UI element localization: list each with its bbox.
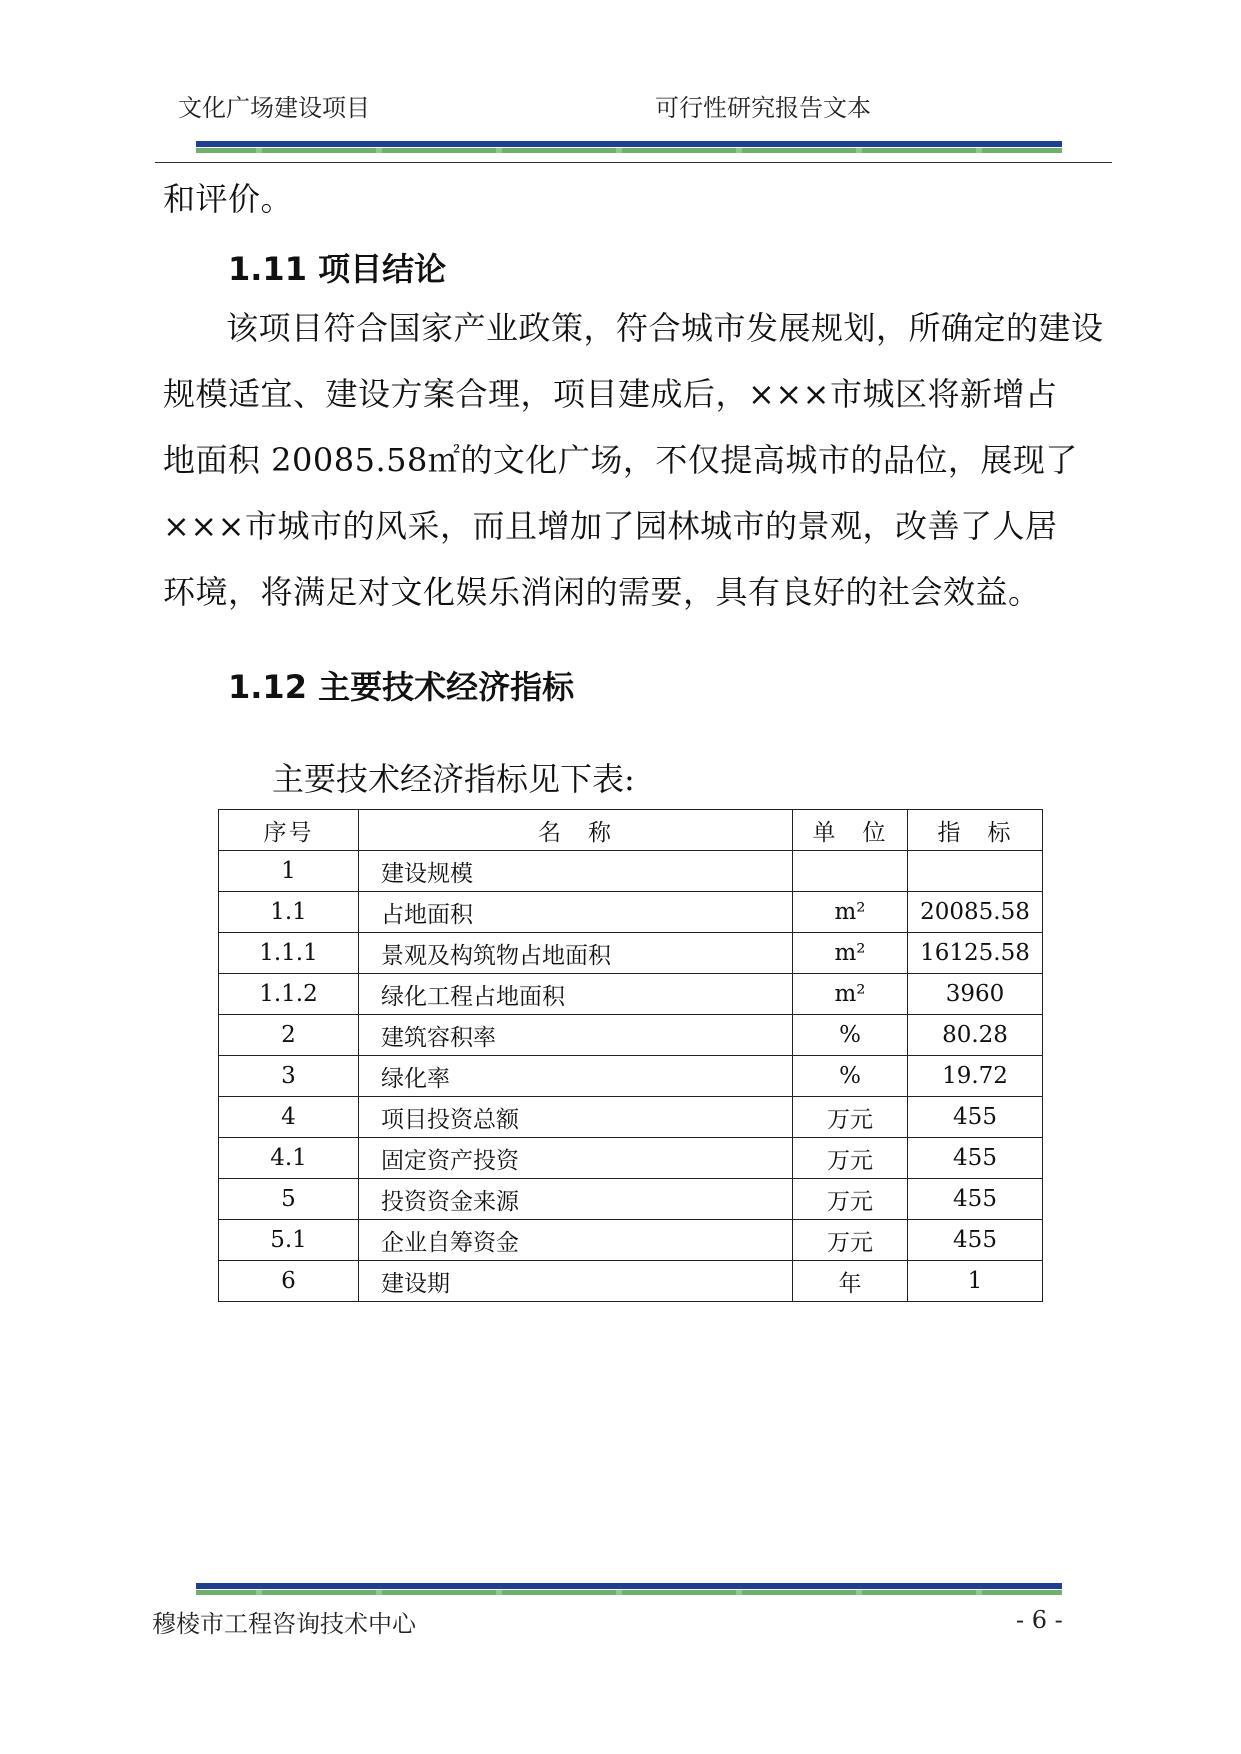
cell-unit: %: [793, 1056, 908, 1097]
table-row: [219, 1261, 1043, 1302]
page-number: - 6 -: [1016, 1606, 1063, 1634]
cell-name: 企业自筹资金: [359, 1220, 793, 1261]
table-row: [219, 1179, 1043, 1220]
cell-value: 16125.58: [908, 933, 1043, 974]
cell-unit: m²: [793, 892, 908, 933]
cell-index: 1.1.2: [219, 974, 359, 1015]
cell-index: 5: [219, 1179, 359, 1220]
header-cell-name: 名 称: [359, 810, 793, 851]
table-intro: 主要技术经济指标见下表:: [272, 760, 635, 798]
section-heading-1-11: 1.11 项目结论: [228, 250, 447, 288]
header-decorative-bar: [196, 141, 1062, 153]
header-cell-value: 指 标: [908, 810, 1043, 851]
cell-index: 3: [219, 1056, 359, 1097]
header-decorative-bar-footer: [196, 1583, 1062, 1595]
footer-organization: 穆棱市工程咨询技术中心: [152, 1610, 416, 1638]
cell-unit: 万元: [793, 1179, 908, 1220]
paragraph-line: 规模适宜、建设方案合理，项目建成后，×××市城区将新增占: [163, 375, 1058, 413]
cell-name: 绿化率: [359, 1056, 793, 1097]
section-heading-1-12: 1.12 主要技术经济指标: [228, 668, 575, 706]
cell-name: 绿化工程占地面积: [359, 974, 793, 1015]
carry-over-line: 和评价。: [163, 180, 294, 218]
paragraph-line: 该项目符合国家产业政策，符合城市发展规划，所确定的建设: [226, 309, 1104, 347]
cell-name: 建设规模: [359, 851, 793, 892]
cell-value: 19.72: [908, 1056, 1043, 1097]
cell-value: 455: [908, 1220, 1043, 1261]
cell-value: 3960: [908, 974, 1043, 1015]
cell-index: 4.1: [219, 1138, 359, 1179]
header-cell-index: 序号: [219, 810, 359, 851]
table-row: [219, 1056, 1043, 1097]
cell-name: 建设期: [359, 1261, 793, 1302]
table-row: [219, 933, 1043, 974]
cell-value: 455: [908, 1138, 1043, 1179]
cell-unit: 万元: [793, 1097, 908, 1138]
table-row: [219, 892, 1043, 933]
cell-name: 景观及构筑物占地面积: [359, 933, 793, 974]
cell-index: 1: [219, 851, 359, 892]
cell-name: 占地面积: [359, 892, 793, 933]
cell-value: 455: [908, 1097, 1043, 1138]
cell-index: 5.1: [219, 1220, 359, 1261]
header-title-right: 可行性研究报告文本: [655, 94, 871, 122]
cell-index: 2: [219, 1015, 359, 1056]
conclusion-paragraph: [163, 295, 1113, 625]
cell-unit: [793, 851, 908, 892]
paragraph-line: 地面积 20085.58㎡的文化广场，不仅提高城市的品位，展现了: [163, 441, 1078, 479]
cell-name: 项目投资总额: [359, 1097, 793, 1138]
cell-unit: 年: [793, 1261, 908, 1302]
indicators-table: [218, 809, 1043, 1302]
table-row: [219, 1097, 1043, 1138]
table-row: [219, 1220, 1043, 1261]
cell-index: 6: [219, 1261, 359, 1302]
cell-value: 1: [908, 1261, 1043, 1302]
cell-unit: %: [793, 1015, 908, 1056]
cell-name: 投资资金来源: [359, 1179, 793, 1220]
cell-unit: m²: [793, 933, 908, 974]
header-title-left: 文化广场建设项目: [178, 94, 370, 122]
cell-index: 1.1: [219, 892, 359, 933]
paragraph-line: ×××市城市的风采，而且增加了园林城市的景观，改善了人居: [163, 507, 1058, 545]
table-row: [219, 974, 1043, 1015]
paragraph-line: 环境，将满足对文化娱乐消闲的需要，具有良好的社会效益。: [163, 573, 1041, 611]
table-row: [219, 1015, 1043, 1056]
cell-index: 4: [219, 1097, 359, 1138]
cell-value: [908, 851, 1043, 892]
cell-unit: 万元: [793, 1220, 908, 1261]
table-header-row: [219, 810, 1043, 851]
table-row: [219, 1138, 1043, 1179]
cell-index: 1.1.1: [219, 933, 359, 974]
header-cell-unit: 单 位: [793, 810, 908, 851]
cell-value: 455: [908, 1179, 1043, 1220]
cell-name: 固定资产投资: [359, 1138, 793, 1179]
cell-unit: m²: [793, 974, 908, 1015]
table-row: [219, 851, 1043, 892]
cell-value: 20085.58: [908, 892, 1043, 933]
cell-unit: 万元: [793, 1138, 908, 1179]
cell-value: 80.28: [908, 1015, 1043, 1056]
header-rule: [155, 162, 1112, 163]
cell-name: 建筑容积率: [359, 1015, 793, 1056]
